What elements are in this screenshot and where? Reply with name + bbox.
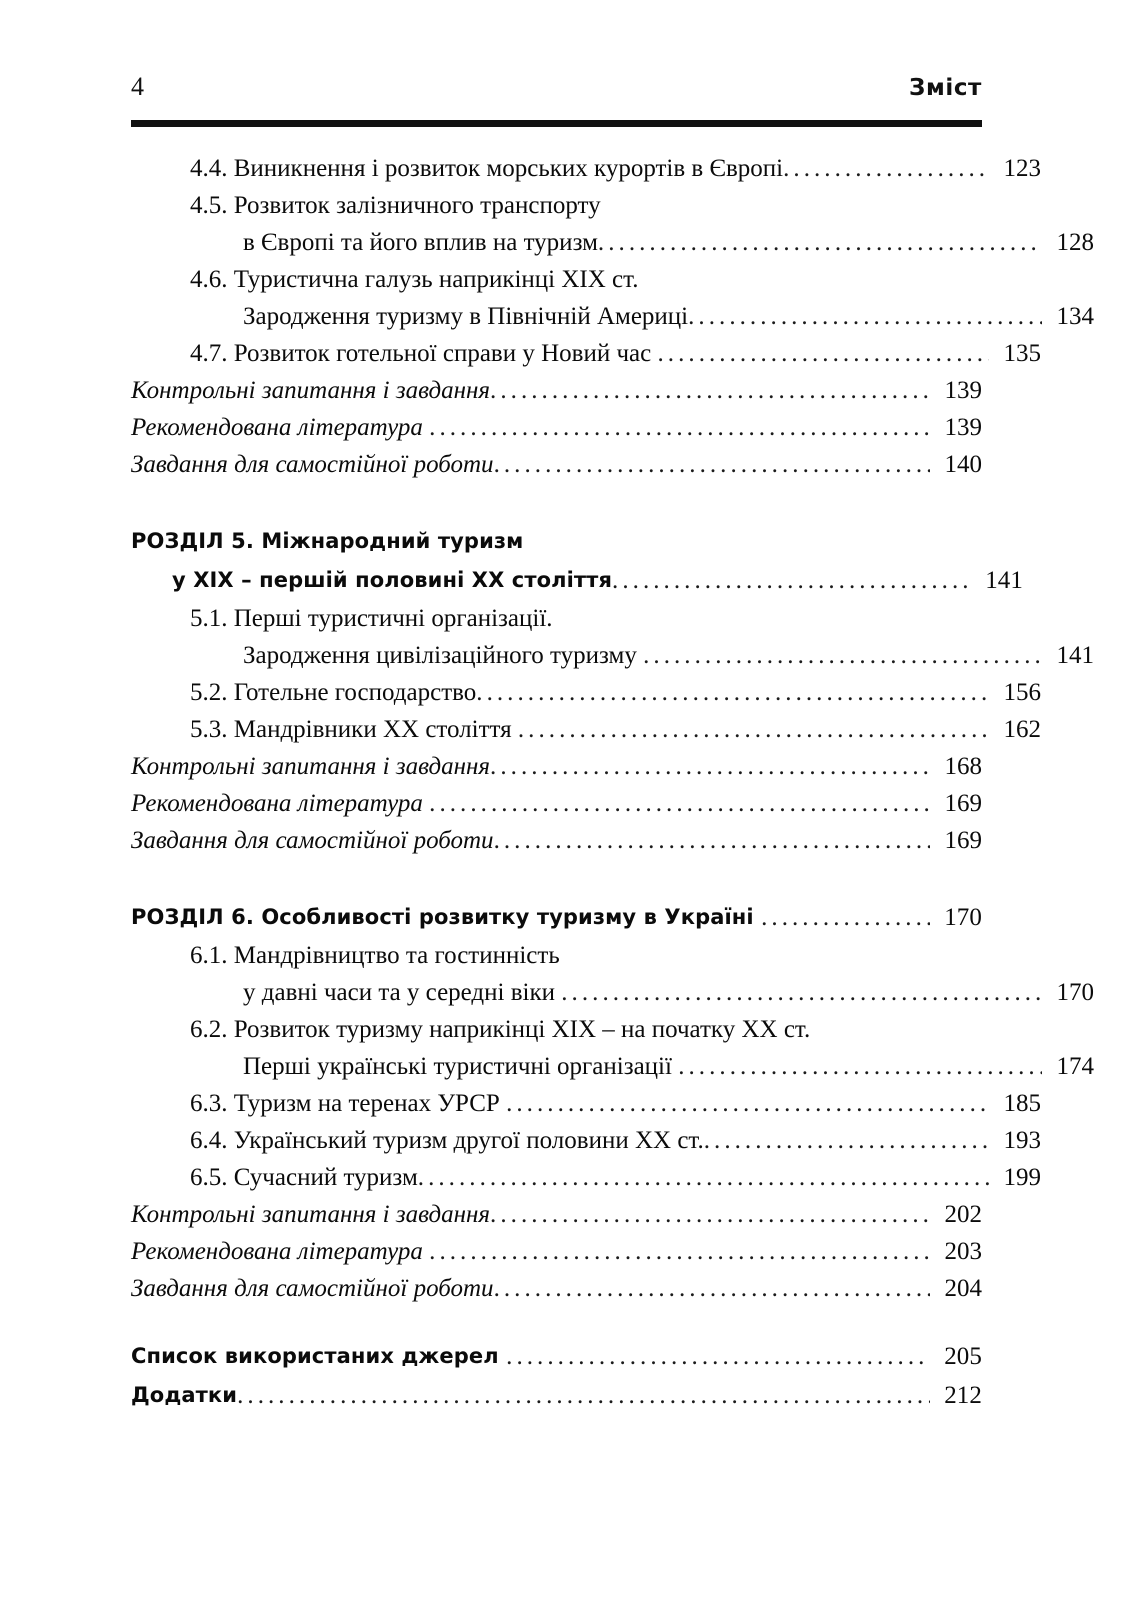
toc-entry-label: Рекомендована література bbox=[131, 414, 430, 441]
dot-leader bbox=[658, 347, 990, 372]
toc-entry[interactable] bbox=[131, 711, 1041, 748]
toc-entry-label: Зародження цивілізаційного туризму bbox=[243, 642, 644, 669]
toc-entry-page-number: 140 bbox=[944, 451, 982, 478]
toc-section-chapter-5 bbox=[131, 522, 1094, 859]
dot-leader bbox=[704, 1134, 989, 1159]
toc-entry-page-number: 170 bbox=[944, 904, 982, 931]
toc-entry-label: Рекомендована література bbox=[131, 1238, 430, 1265]
dot-leader bbox=[598, 236, 1042, 261]
toc-entry-label: Список використаних джерел bbox=[131, 1344, 507, 1368]
toc-entry-label: у давні часи та у середні віки bbox=[243, 979, 562, 1006]
toc-entry[interactable] bbox=[131, 409, 982, 446]
toc-entry-page-number: 139 bbox=[944, 414, 982, 441]
toc-entry-page-number: 203 bbox=[944, 1238, 982, 1265]
toc-entry-label: в Європі та його вплив на туризм bbox=[243, 229, 598, 256]
toc-entry[interactable] bbox=[131, 1233, 982, 1270]
dot-leader bbox=[560, 949, 989, 974]
dot-leader bbox=[688, 310, 1042, 335]
toc-entry-label: 6.3. Туризм на теренах УРСР bbox=[190, 1090, 507, 1117]
dot-leader bbox=[518, 723, 989, 748]
toc-entry-label: РОЗДІЛ 5. Міжнародний туризм bbox=[131, 529, 524, 553]
toc-entry[interactable] bbox=[131, 561, 1023, 600]
toc-entry[interactable] bbox=[131, 785, 982, 822]
dot-leader bbox=[678, 1060, 1042, 1085]
section-spacer bbox=[131, 1307, 982, 1337]
toc-entry-page-number: 139 bbox=[944, 377, 982, 404]
toc-entry-label: 5.3. Мандрівники XX століття bbox=[190, 716, 518, 743]
toc-entry-label: Додатки bbox=[131, 1383, 238, 1407]
toc-entry-page-number: 204 bbox=[944, 1275, 982, 1302]
dot-leader bbox=[429, 421, 930, 446]
toc-entry[interactable] bbox=[131, 637, 1094, 674]
dot-leader bbox=[643, 649, 1042, 674]
toc-entry-label: 4.6. Туристична галузь наприкінці XIX ст. bbox=[190, 266, 639, 293]
toc-entry[interactable] bbox=[131, 1376, 982, 1415]
toc-entry-page-number: 156 bbox=[1003, 679, 1041, 706]
toc-section-chapter-6 bbox=[131, 898, 1094, 1307]
toc-entry[interactable] bbox=[131, 822, 982, 859]
dot-leader bbox=[429, 797, 930, 822]
dot-leader bbox=[506, 1097, 989, 1122]
toc-entry-page-number: 168 bbox=[944, 753, 982, 780]
dot-leader bbox=[476, 686, 989, 711]
toc-entry[interactable] bbox=[131, 1085, 1041, 1122]
toc-entry[interactable] bbox=[131, 974, 1094, 1011]
toc-entry-label: 5.2. Готельне господарство bbox=[190, 679, 477, 706]
dot-leader bbox=[237, 1394, 930, 1415]
toc-entry[interactable] bbox=[131, 224, 1094, 261]
toc-entry-label: Завдання для самостійної роботи bbox=[131, 827, 494, 854]
dot-leader bbox=[523, 540, 930, 561]
dot-leader bbox=[612, 579, 971, 600]
toc-entry-label: 4.4. Виникнення і розвиток морських курортів в Європі bbox=[190, 155, 784, 182]
toc-entry-label: Контрольні запитання і завдання bbox=[131, 753, 491, 780]
toc-entry[interactable] bbox=[131, 1011, 1041, 1048]
toc-entry-page-number: 162 bbox=[1003, 716, 1041, 743]
toc-entry-page-number: 193 bbox=[1003, 1127, 1041, 1154]
toc-entry-page-number: 123 bbox=[1003, 155, 1041, 182]
dot-leader bbox=[490, 384, 930, 409]
toc-entry-page-number: 169 bbox=[944, 790, 982, 817]
page-title: Зміст bbox=[909, 75, 982, 101]
toc-entry[interactable] bbox=[131, 335, 1041, 372]
dot-leader bbox=[561, 986, 1042, 1011]
toc-entry[interactable] bbox=[131, 446, 982, 483]
toc-entry-label: Зародження туризму в Північній Америці bbox=[243, 303, 689, 330]
section-spacer bbox=[131, 483, 982, 522]
toc-entry[interactable] bbox=[131, 1048, 1094, 1085]
toc-entry[interactable] bbox=[131, 261, 1041, 298]
toc-entry-label: 6.5. Сучасний туризм bbox=[190, 1164, 418, 1191]
toc-entry[interactable] bbox=[131, 600, 1041, 637]
toc-entry-page-number: 141 bbox=[985, 567, 1023, 594]
running-head bbox=[131, 74, 982, 101]
toc-entry-label: 6.4. Український туризм другої половини XX ст. bbox=[190, 1127, 704, 1154]
dot-leader bbox=[783, 162, 989, 187]
toc-entry-page-number: 212 bbox=[944, 1382, 982, 1409]
toc-entry-label: Завдання для самостійної роботи bbox=[131, 1275, 494, 1302]
dot-leader bbox=[638, 273, 989, 298]
page-folio: 4 bbox=[131, 72, 144, 101]
toc-entry[interactable] bbox=[131, 298, 1094, 335]
toc-entry-page-number: 170 bbox=[1056, 979, 1094, 1006]
toc-entry[interactable] bbox=[131, 1159, 1041, 1196]
table-of-contents bbox=[131, 150, 1094, 1415]
toc-entry-label: 4.7. Розвиток готельної справи у Новий час bbox=[190, 340, 658, 367]
toc-entry-label: РОЗДІЛ 6. Особливості розвитку туризму в Україні bbox=[131, 905, 762, 929]
dot-leader bbox=[494, 458, 930, 483]
toc-entry-label: Рекомендована література bbox=[131, 790, 430, 817]
toc-entry-page-number: 135 bbox=[1003, 340, 1041, 367]
toc-entry-label: 6.2. Розвиток туризму наприкінці XIX – на початку XX ст. bbox=[190, 1016, 811, 1043]
toc-entry[interactable] bbox=[131, 1196, 982, 1233]
toc-entry-page-number: 174 bbox=[1056, 1053, 1094, 1080]
dot-leader bbox=[418, 1171, 989, 1196]
toc-entry[interactable] bbox=[131, 372, 982, 409]
toc-entry-page-number: 134 bbox=[1056, 303, 1094, 330]
toc-entry[interactable] bbox=[131, 898, 982, 937]
dot-leader bbox=[553, 612, 989, 637]
toc-entry-page-number: 202 bbox=[944, 1201, 982, 1228]
toc-section-chapter-4-tail bbox=[131, 150, 1094, 483]
toc-section-back-matter bbox=[131, 1337, 982, 1415]
toc-entry[interactable] bbox=[131, 674, 1041, 711]
toc-entry-label: 6.1. Мандрівництво та гостинність bbox=[190, 942, 560, 969]
toc-entry-label: 5.1. Перші туристичні організації. bbox=[190, 605, 553, 632]
toc-entry[interactable] bbox=[131, 1270, 982, 1307]
dot-leader bbox=[494, 834, 930, 859]
dot-leader bbox=[494, 1282, 930, 1307]
toc-entry[interactable] bbox=[131, 937, 1041, 974]
toc-entry[interactable] bbox=[131, 1337, 982, 1376]
toc-entry[interactable] bbox=[131, 150, 1041, 187]
toc-entry-label: Перші українські туристичні організації bbox=[243, 1053, 679, 1080]
toc-entry-page-number: 141 bbox=[1056, 642, 1094, 669]
toc-entry-label: Контрольні запитання і завдання bbox=[131, 377, 491, 404]
section-spacer bbox=[131, 859, 982, 898]
toc-entry-label: 4.5. Розвиток залізничного транспорту bbox=[190, 192, 601, 219]
dot-leader bbox=[429, 1245, 930, 1270]
dot-leader bbox=[761, 916, 930, 937]
toc-entry[interactable] bbox=[131, 1122, 1041, 1159]
toc-entry-label: Контрольні запитання і завдання bbox=[131, 1201, 491, 1228]
dot-leader bbox=[490, 1208, 930, 1233]
toc-entry-label: Завдання для самостійної роботи bbox=[131, 451, 494, 478]
toc-entry-page-number: 185 bbox=[1003, 1090, 1041, 1117]
toc-entry[interactable] bbox=[131, 748, 982, 785]
toc-entry-page-number: 205 bbox=[944, 1343, 982, 1370]
dot-leader bbox=[601, 199, 989, 224]
header-rule bbox=[131, 120, 982, 127]
toc-entry-page-number: 128 bbox=[1056, 229, 1094, 256]
toc-entry-page-number: 169 bbox=[944, 827, 982, 854]
dot-leader bbox=[810, 1023, 989, 1048]
dot-leader bbox=[506, 1355, 930, 1376]
toc-entry-page-number: 199 bbox=[1003, 1164, 1041, 1191]
toc-entry[interactable] bbox=[131, 522, 982, 561]
toc-entry-label: у XIX – першій половині XX століття bbox=[172, 568, 613, 592]
dot-leader bbox=[490, 760, 930, 785]
toc-entry[interactable] bbox=[131, 187, 1041, 224]
